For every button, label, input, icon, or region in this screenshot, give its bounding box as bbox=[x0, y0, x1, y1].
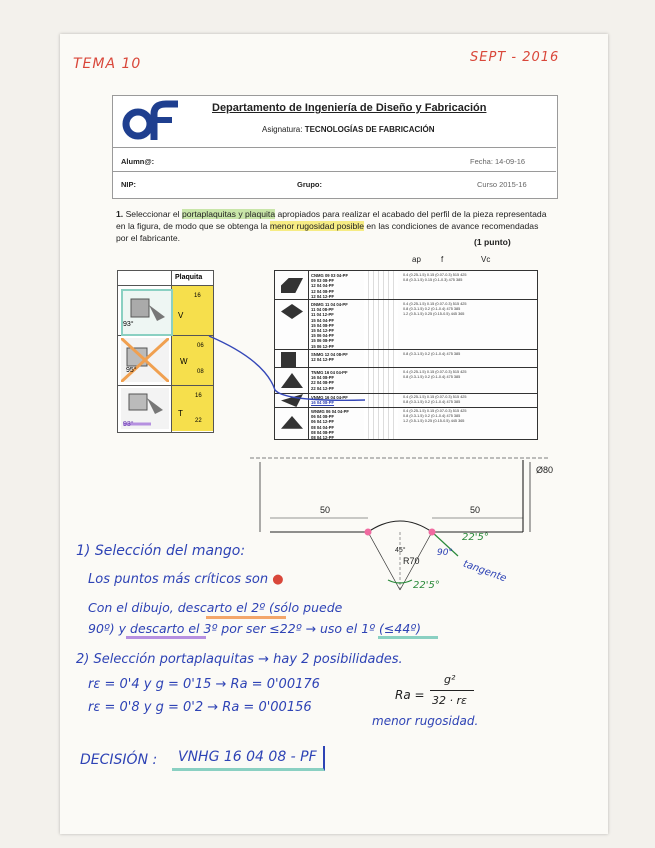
holder-2-drawing bbox=[121, 338, 169, 382]
insert-row-wnmg bbox=[275, 407, 537, 440]
solution-option-2: rε = 0'8 y g = 0'2 → Ra = 0'00156 bbox=[88, 700, 312, 715]
connector-line bbox=[205, 330, 375, 410]
holder-row-divider-2 bbox=[118, 385, 213, 386]
header-ap: ap bbox=[412, 255, 421, 264]
solution-critical-points bbox=[88, 572, 284, 587]
department-title: Departamento de Ingeniería de Diseño y Fabricación bbox=[212, 102, 487, 114]
header-divider-1 bbox=[113, 147, 556, 148]
subject-label: Asignatura: bbox=[262, 125, 303, 134]
holder-2-marker: 06 bbox=[197, 343, 204, 349]
holder-2-image bbox=[121, 338, 169, 382]
tema-annotation: TEMA 10 bbox=[73, 56, 142, 72]
header-divider-2 bbox=[113, 171, 556, 172]
critical-points-text: Los puntos más críticos son bbox=[88, 572, 269, 587]
formula-fraction-bar bbox=[430, 690, 474, 691]
subject-line bbox=[262, 125, 434, 134]
solution-step-1-title: 1) Selección del mango: bbox=[76, 543, 246, 559]
cnmg-codes: CNMG 09 03 04-PF 09 03 08-PF 12 04 04-PF 12 04 08-PF 12 04 12-PF bbox=[311, 273, 349, 299]
solution-discard-3: 90º) y descarto el 3º por ser ≤22º → uso el 1º (≤44º) bbox=[88, 621, 422, 636]
vnmg-codes: VNMG 16 04 04-PF 16 04 08-PF bbox=[311, 395, 348, 406]
holder-1-image bbox=[121, 289, 173, 336]
holder-3-letter: T bbox=[178, 409, 183, 418]
tnmg-codes: TNMG 16 04 04-PF 16 04 08-PF 22 04 08-PF 22 04 12-PF bbox=[311, 370, 348, 391]
angle-bottom-label: 22'5° bbox=[413, 580, 440, 591]
formula-denominator: 32 · rε bbox=[432, 694, 467, 707]
holder-3-marker: 16 bbox=[195, 393, 202, 399]
critical-point-dot: ● bbox=[272, 572, 284, 587]
subject-name: TECNOLOGÍAS DE FABRICACIÓN bbox=[304, 125, 435, 134]
vnmg-values: 0.4 (0.25-1.5) 0.15 (0.07-0.3) 515 425 0.8 (0.3-1.5) 0.2 (0.1-0.4) 475 385 bbox=[403, 395, 467, 405]
dnmg-codes: DNMG 11 04 04-PF 11 04 08-PF 11 04 12-PF 15 04 04-PF 15 04 08-PF 15 04 12-PF 15 06 04-PF 15 06 08-PF 15 06 12-PF bbox=[311, 302, 348, 349]
radius-label: R70 bbox=[403, 556, 420, 566]
formula-lhs: Ra = bbox=[395, 688, 425, 702]
department-logo bbox=[120, 100, 190, 142]
cnmg-values: 0.4 (0.25-1.5) 0.15 (0.07-0.3) 515 425 0.8 (0.3-1.5) 0.15 (0.1-0.3) 475 385 bbox=[403, 273, 467, 283]
highlight-rugosidad: menor rugosidad posible bbox=[269, 221, 364, 231]
solution-option-1: rε = 0'4 y g = 0'15 → Ra = 0'00176 bbox=[88, 677, 320, 692]
holder-1-angle: 93° bbox=[123, 321, 134, 328]
question-part-2: apropiados para realizar el acabado del perfil de la pieza representada en la figura, de modo que se obtenga la bbox=[116, 209, 547, 231]
right-length-label: 50 bbox=[470, 505, 481, 515]
diameter-label: Ø80 bbox=[536, 465, 554, 475]
holder-2-marker2: 08 bbox=[197, 369, 204, 375]
snmg-codes: SNMG 12 04 08-PF 12 04 12-PF bbox=[311, 352, 348, 363]
left-length-label: 50 bbox=[320, 505, 331, 515]
curso-label: Curso 2015-16 bbox=[477, 180, 527, 189]
date-annotation: SEPT - 2016 bbox=[470, 50, 560, 65]
question-number: 1. bbox=[116, 209, 124, 219]
tnmg-values: 0.4 (0.25-1.5) 0.15 (0.07-0.3) 515 425 0.8 (0.3-1.5) 0.2 (0.1-0.4) 475 385 bbox=[403, 370, 467, 380]
tangent-word-label: tangente bbox=[461, 558, 508, 585]
dnmg-values: 0.4 (0.25-1.5) 0.15 (0.07-0.3) 515 425 0.8 (0.3-1.5) 0.2 (0.1-0.4) 475 385 1.2 (0.5-1.5) 0.25 (0.15-0.5) 445 365 bbox=[403, 302, 467, 317]
header-vc: Vc bbox=[481, 255, 491, 264]
formula-numerator: g² bbox=[444, 673, 456, 686]
holder-1-letter: V bbox=[178, 311, 184, 320]
holder-3-angle: 93° bbox=[123, 421, 134, 428]
dnmg-insert-icon bbox=[281, 304, 303, 319]
alumno-label: Alumn@: bbox=[121, 157, 155, 166]
header-f: f bbox=[441, 255, 444, 264]
underline-orange bbox=[206, 616, 286, 619]
grupo-label: Grupo: bbox=[297, 180, 322, 189]
question-part-3: en las condiciones de avance recomendadas por el fabricante. bbox=[116, 221, 539, 243]
snmg-values: 0.8 (0.3-1.5) 0.2 (0.1-0.4) 475 385 bbox=[403, 352, 461, 356]
decision-label: DECISIÓN : bbox=[80, 752, 158, 768]
fecha-label: Fecha: 14-09-16 bbox=[470, 157, 526, 166]
part-profile-drawing bbox=[240, 440, 560, 610]
holder-1-marker: 16 bbox=[194, 293, 201, 299]
wnmg-values: 0.4 (0.25-1.5) 0.15 (0.07-0.3) 515 425 0.8 (0.3-1.5) 0.2 (0.1-0.4) 475 385 1.2 (0.5-1.5) 0.25 (0.15-0.5) 445 365 bbox=[403, 409, 467, 424]
solution-step-2-title: 2) Selección portaplaquitas → hay 2 posibilidades. bbox=[76, 652, 403, 667]
holder-2-angle: 95° bbox=[126, 367, 137, 374]
menor-rugosidad-note: menor rugosidad. bbox=[372, 714, 479, 728]
question-points: (1 punto) bbox=[474, 237, 511, 247]
holder-2-letter: W bbox=[180, 357, 188, 366]
insert-row-cnmg bbox=[275, 271, 537, 299]
wnmg-codes: WNMG 06 04 04-PF 06 04 08-PF 06 04 12-PF 08 04 04-PF 08 04 08-PF 08 04 12-PF bbox=[311, 409, 349, 441]
nip-label: NIP: bbox=[121, 180, 136, 189]
underline-purple bbox=[126, 636, 206, 639]
question-part-1: Seleccionar el bbox=[125, 209, 180, 219]
plaquita-header: Plaquita bbox=[175, 274, 203, 281]
solution-discard-2: Con el dibujo, descarto el 2º (sólo puede bbox=[88, 600, 343, 615]
wnmg-insert-icon bbox=[281, 416, 303, 431]
angle-45-label: 45° bbox=[395, 547, 406, 554]
holder-3-marker2: 22 bbox=[195, 418, 202, 424]
highlight-portaplaquitas: portaplaquitas y plaquita bbox=[181, 209, 276, 219]
angle-side-label: 22'5° bbox=[462, 532, 489, 543]
underline-teal bbox=[378, 636, 438, 639]
tangent-90-label: 90° bbox=[437, 548, 453, 558]
holder-table bbox=[117, 270, 214, 433]
cnmg-insert-icon bbox=[281, 278, 303, 293]
decision-value: VNHG 16 04 08 - PF bbox=[172, 746, 325, 771]
